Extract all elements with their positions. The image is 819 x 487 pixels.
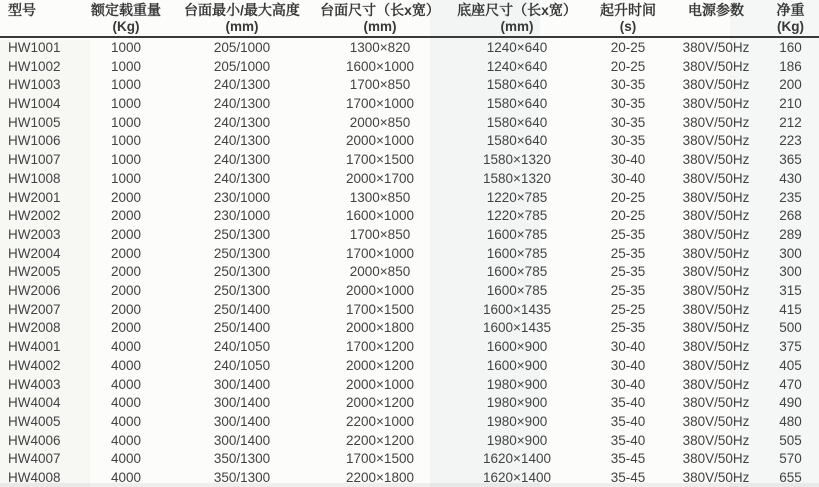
cell-net_weight: 430 xyxy=(779,170,802,186)
column-header-label: 电源参数 xyxy=(688,2,744,18)
column-header-label: 底座尺寸（长x宽） xyxy=(457,2,577,18)
table-row xyxy=(0,113,819,132)
cell-base_size: 1980×900 xyxy=(486,414,548,430)
cell-base_size: 1580×1320 xyxy=(483,152,551,168)
column-header-base_size xyxy=(448,0,586,36)
cell-lift_time: 35-45 xyxy=(610,451,646,467)
cell-lift_time: 25-25 xyxy=(610,301,646,317)
cell-model: HW4007 xyxy=(8,451,61,467)
cell-rated_load: 4000 xyxy=(110,470,142,486)
cell-model: HW1006 xyxy=(8,133,61,149)
cell-rated_load: 4000 xyxy=(110,357,142,373)
cell-min_max_height: 300/1400 xyxy=(213,395,271,411)
cell-net_weight: 505 xyxy=(779,432,802,448)
cell-base_size: 1580×640 xyxy=(486,114,548,130)
column-header-model xyxy=(0,0,80,36)
cell-model: HW2006 xyxy=(8,283,61,299)
cell-model: HW2004 xyxy=(8,245,61,261)
cell-min_max_height: 240/1300 xyxy=(213,114,271,130)
cell-model: HW4002 xyxy=(8,357,61,373)
table-row xyxy=(0,132,819,151)
cell-min_max_height: 250/1400 xyxy=(213,320,271,336)
cell-net_weight: 268 xyxy=(779,208,802,224)
cell-rated_load: 1000 xyxy=(110,77,142,93)
cell-lift_time: 20-25 xyxy=(610,208,646,224)
cell-rated_load: 1000 xyxy=(110,114,142,130)
cell-power: 380V/50Hz xyxy=(682,58,750,74)
column-header-net_weight xyxy=(762,0,819,36)
cell-rated_load: 2000 xyxy=(110,301,142,317)
cell-min_max_height: 230/1000 xyxy=(213,208,271,224)
cell-min_max_height: 205/1000 xyxy=(213,58,271,74)
cell-power: 380V/50Hz xyxy=(682,245,750,261)
table-row xyxy=(0,57,819,76)
cell-min_max_height: 240/1050 xyxy=(213,339,271,355)
cell-net_weight: 480 xyxy=(779,414,802,430)
cell-base_size: 1240×640 xyxy=(486,39,548,55)
table-row xyxy=(0,75,819,94)
cell-model: HW1008 xyxy=(8,170,61,186)
table-row xyxy=(0,150,819,169)
cell-model: HW2003 xyxy=(8,226,61,242)
column-header-label: 型号 xyxy=(8,2,36,18)
cell-model: HW4006 xyxy=(8,432,61,448)
cell-model: HW4004 xyxy=(8,395,61,411)
cell-lift_time: 35-40 xyxy=(610,432,646,448)
cell-min_max_height: 350/1300 xyxy=(213,470,271,486)
cell-power: 380V/50Hz xyxy=(682,189,750,205)
cell-lift_time: 20-25 xyxy=(610,39,646,55)
cell-net_weight: 160 xyxy=(779,39,802,55)
cell-power: 380V/50Hz xyxy=(682,395,750,411)
cell-rated_load: 2000 xyxy=(110,283,142,299)
cell-rated_load: 1000 xyxy=(110,152,142,168)
table-row xyxy=(0,225,819,244)
cell-model: HW2002 xyxy=(8,208,61,224)
cell-power: 380V/50Hz xyxy=(682,339,750,355)
cell-net_weight: 186 xyxy=(779,58,802,74)
cell-power: 380V/50Hz xyxy=(682,152,750,168)
cell-lift_time: 25-35 xyxy=(610,245,646,261)
cell-rated_load: 1000 xyxy=(110,95,142,111)
cell-platform_size: 1700×1500 xyxy=(346,152,414,168)
column-header-label: 台面最小/最大高度 xyxy=(184,2,300,18)
cell-platform_size: 1700×850 xyxy=(349,226,411,242)
cell-lift_time: 35-45 xyxy=(610,470,646,486)
cell-power: 380V/50Hz xyxy=(682,208,750,224)
cell-net_weight: 315 xyxy=(779,283,802,299)
cell-lift_time: 20-25 xyxy=(610,189,646,205)
cell-model: HW2008 xyxy=(8,320,61,336)
cell-base_size: 1600×900 xyxy=(486,339,548,355)
cell-min_max_height: 240/1300 xyxy=(213,152,271,168)
cell-platform_size: 2000×850 xyxy=(349,264,411,280)
cell-min_max_height: 250/1300 xyxy=(213,245,271,261)
cell-model: HW1007 xyxy=(8,152,61,168)
cell-power: 380V/50Hz xyxy=(682,77,750,93)
cell-model: HW1002 xyxy=(8,58,61,74)
cell-base_size: 1580×640 xyxy=(486,133,548,149)
cell-platform_size: 2000×850 xyxy=(349,114,411,130)
cell-min_max_height: 250/1300 xyxy=(213,283,271,299)
table-row xyxy=(0,169,819,188)
cell-min_max_height: 240/1050 xyxy=(213,357,271,373)
spec-table-body xyxy=(0,38,819,487)
cell-platform_size: 2000×1200 xyxy=(346,357,414,373)
cell-rated_load: 1000 xyxy=(110,133,142,149)
cell-power: 380V/50Hz xyxy=(682,226,750,242)
cell-model: HW1005 xyxy=(8,114,61,130)
spec-table-header xyxy=(0,0,819,38)
cell-base_size: 1600×785 xyxy=(486,283,548,299)
table-row xyxy=(0,206,819,225)
cell-min_max_height: 300/1400 xyxy=(213,432,271,448)
cell-net_weight: 470 xyxy=(779,376,802,392)
table-row xyxy=(0,468,819,487)
cell-power: 380V/50Hz xyxy=(682,451,750,467)
cell-platform_size: 1700×1000 xyxy=(346,245,414,261)
cell-min_max_height: 205/1000 xyxy=(213,39,271,55)
cell-rated_load: 4000 xyxy=(110,376,142,392)
table-row xyxy=(0,38,819,57)
cell-lift_time: 30-40 xyxy=(610,152,646,168)
cell-net_weight: 490 xyxy=(779,395,802,411)
cell-platform_size: 1300×850 xyxy=(349,189,411,205)
cell-power: 380V/50Hz xyxy=(682,95,750,111)
cell-rated_load: 4000 xyxy=(110,395,142,411)
cell-min_max_height: 250/1400 xyxy=(213,301,271,317)
column-header-unit: (mm) xyxy=(225,19,259,34)
cell-net_weight: 415 xyxy=(779,301,802,317)
column-header-unit: (Kg) xyxy=(112,19,140,34)
cell-base_size: 1980×900 xyxy=(486,376,548,392)
cell-rated_load: 1000 xyxy=(110,58,142,74)
cell-base_size: 1600×1435 xyxy=(483,301,551,317)
cell-base_size: 1220×785 xyxy=(486,189,548,205)
cell-lift_time: 25-35 xyxy=(610,320,646,336)
cell-min_max_height: 230/1000 xyxy=(213,189,271,205)
cell-model: HW4001 xyxy=(8,339,61,355)
cell-power: 380V/50Hz xyxy=(682,283,750,299)
cell-base_size: 1220×785 xyxy=(486,208,548,224)
cell-net_weight: 300 xyxy=(779,264,802,280)
cell-platform_size: 2000×1200 xyxy=(346,395,414,411)
cell-power: 380V/50Hz xyxy=(682,414,750,430)
cell-power: 380V/50Hz xyxy=(682,301,750,317)
cell-model: HW1004 xyxy=(8,95,61,111)
cell-rated_load: 2000 xyxy=(110,264,142,280)
cell-net_weight: 365 xyxy=(779,152,802,168)
table-row xyxy=(0,300,819,319)
cell-platform_size: 1700×1500 xyxy=(346,451,414,467)
cell-model: HW2001 xyxy=(8,189,61,205)
cell-power: 380V/50Hz xyxy=(682,432,750,448)
column-header-label: 起升时间 xyxy=(600,2,656,18)
column-header-platform_size xyxy=(312,0,448,36)
cell-lift_time: 25-35 xyxy=(610,264,646,280)
cell-power: 380V/50Hz xyxy=(682,170,750,186)
cell-platform_size: 1700×850 xyxy=(349,77,411,93)
cell-min_max_height: 250/1300 xyxy=(213,264,271,280)
cell-base_size: 1600×785 xyxy=(486,245,548,261)
cell-net_weight: 655 xyxy=(779,470,802,486)
cell-model: HW2007 xyxy=(8,301,61,317)
cell-model: HW4008 xyxy=(8,470,61,486)
cell-platform_size: 1700×1000 xyxy=(346,95,414,111)
cell-power: 380V/50Hz xyxy=(682,264,750,280)
cell-platform_size: 2200×1200 xyxy=(346,432,414,448)
cell-net_weight: 289 xyxy=(779,226,802,242)
cell-platform_size: 1700×1500 xyxy=(346,301,414,317)
table-row xyxy=(0,375,819,394)
cell-net_weight: 223 xyxy=(779,133,802,149)
cell-model: HW4005 xyxy=(8,414,61,430)
cell-base_size: 1240×640 xyxy=(486,58,548,74)
cell-rated_load: 2000 xyxy=(110,189,142,205)
cell-lift_time: 35-40 xyxy=(610,414,646,430)
cell-power: 380V/50Hz xyxy=(682,114,750,130)
cell-lift_time: 30-35 xyxy=(610,133,646,149)
cell-min_max_height: 240/1300 xyxy=(213,133,271,149)
cell-rated_load: 1000 xyxy=(110,39,142,55)
table-row xyxy=(0,356,819,375)
cell-model: HW4003 xyxy=(8,376,61,392)
column-header-power xyxy=(670,0,762,36)
cell-platform_size: 2000×1000 xyxy=(346,283,414,299)
table-row xyxy=(0,319,819,338)
cell-lift_time: 30-35 xyxy=(610,77,646,93)
cell-platform_size: 2000×1700 xyxy=(346,170,414,186)
cell-net_weight: 300 xyxy=(779,245,802,261)
cell-platform_size: 2000×1800 xyxy=(346,320,414,336)
cell-platform_size: 1300×820 xyxy=(349,39,411,55)
cell-power: 380V/50Hz xyxy=(682,376,750,392)
cell-power: 380V/50Hz xyxy=(682,133,750,149)
cell-base_size: 1600×900 xyxy=(486,357,548,373)
cell-platform_size: 1600×1000 xyxy=(346,58,414,74)
cell-min_max_height: 300/1400 xyxy=(213,376,271,392)
cell-rated_load: 4000 xyxy=(110,451,142,467)
table-row xyxy=(0,94,819,113)
cell-rated_load: 2000 xyxy=(110,320,142,336)
table-row xyxy=(0,188,819,207)
cell-lift_time: 25-35 xyxy=(610,226,646,242)
table-row xyxy=(0,393,819,412)
cell-power: 380V/50Hz xyxy=(682,470,750,486)
cell-power: 380V/50Hz xyxy=(682,39,750,55)
cell-rated_load: 2000 xyxy=(110,208,142,224)
cell-power: 380V/50Hz xyxy=(682,357,750,373)
column-header-unit: (mm) xyxy=(363,19,397,34)
cell-net_weight: 200 xyxy=(779,77,802,93)
cell-platform_size: 2000×1000 xyxy=(346,133,414,149)
cell-net_weight: 235 xyxy=(779,189,802,205)
table-row xyxy=(0,431,819,450)
cell-lift_time: 30-35 xyxy=(610,114,646,130)
cell-base_size: 1620×1400 xyxy=(483,470,551,486)
cell-platform_size: 2000×1000 xyxy=(346,376,414,392)
cell-base_size: 1580×1320 xyxy=(483,170,551,186)
cell-rated_load: 2000 xyxy=(110,245,142,261)
cell-base_size: 1600×1435 xyxy=(483,320,551,336)
column-header-label: 净重 xyxy=(776,2,805,18)
cell-base_size: 1600×785 xyxy=(486,264,548,280)
cell-min_max_height: 240/1300 xyxy=(213,95,271,111)
cell-rated_load: 4000 xyxy=(110,414,142,430)
cell-net_weight: 212 xyxy=(779,114,802,130)
cell-rated_load: 4000 xyxy=(110,339,142,355)
cell-net_weight: 375 xyxy=(779,339,802,355)
column-header-lift_time xyxy=(586,0,670,36)
cell-lift_time: 30-40 xyxy=(610,376,646,392)
cell-net_weight: 405 xyxy=(779,357,802,373)
cell-platform_size: 1700×1200 xyxy=(346,339,414,355)
cell-base_size: 1620×1400 xyxy=(483,451,551,467)
cell-rated_load: 4000 xyxy=(110,432,142,448)
column-header-unit: (Kg) xyxy=(777,19,804,34)
cell-lift_time: 35-40 xyxy=(610,395,646,411)
cell-power: 380V/50Hz xyxy=(682,320,750,336)
cell-model: HW2005 xyxy=(8,264,61,280)
cell-base_size: 1980×900 xyxy=(486,395,548,411)
cell-min_max_height: 300/1400 xyxy=(213,414,271,430)
cell-lift_time: 30-40 xyxy=(610,170,646,186)
cell-lift_time: 30-40 xyxy=(610,357,646,373)
column-header-rated_load xyxy=(80,0,172,36)
cell-model: HW1001 xyxy=(8,39,61,55)
table-row xyxy=(0,412,819,431)
table-row xyxy=(0,450,819,469)
table-row xyxy=(0,337,819,356)
column-header-label: 额定载重量 xyxy=(91,2,161,18)
cell-base_size: 1600×785 xyxy=(486,226,548,242)
table-row xyxy=(0,263,819,282)
cell-lift_time: 25-35 xyxy=(610,283,646,299)
cell-platform_size: 2200×1000 xyxy=(346,414,414,430)
table-row xyxy=(0,281,819,300)
cell-rated_load: 2000 xyxy=(110,226,142,242)
cell-model: HW1003 xyxy=(8,77,61,93)
cell-net_weight: 570 xyxy=(779,451,802,467)
cell-rated_load: 1000 xyxy=(110,170,142,186)
cell-lift_time: 30-35 xyxy=(610,95,646,111)
column-header-label: 台面尺寸（长x宽） xyxy=(320,2,440,18)
cell-min_max_height: 240/1300 xyxy=(213,77,271,93)
column-header-min_max_height xyxy=(172,0,312,36)
cell-platform_size: 2200×1800 xyxy=(346,470,414,486)
cell-min_max_height: 240/1300 xyxy=(213,170,271,186)
cell-base_size: 1580×640 xyxy=(486,95,548,111)
cell-net_weight: 210 xyxy=(779,95,802,111)
cell-platform_size: 1600×1000 xyxy=(346,208,414,224)
cell-min_max_height: 250/1300 xyxy=(213,226,271,242)
cell-base_size: 1980×900 xyxy=(486,432,548,448)
column-header-unit: (mm) xyxy=(500,19,534,34)
cell-net_weight: 500 xyxy=(779,320,802,336)
table-row xyxy=(0,244,819,263)
cell-lift_time: 20-25 xyxy=(610,58,646,74)
cell-min_max_height: 350/1300 xyxy=(213,451,271,467)
cell-base_size: 1580×640 xyxy=(486,77,548,93)
cell-lift_time: 30-40 xyxy=(610,339,646,355)
column-header-unit: (s) xyxy=(619,19,637,34)
